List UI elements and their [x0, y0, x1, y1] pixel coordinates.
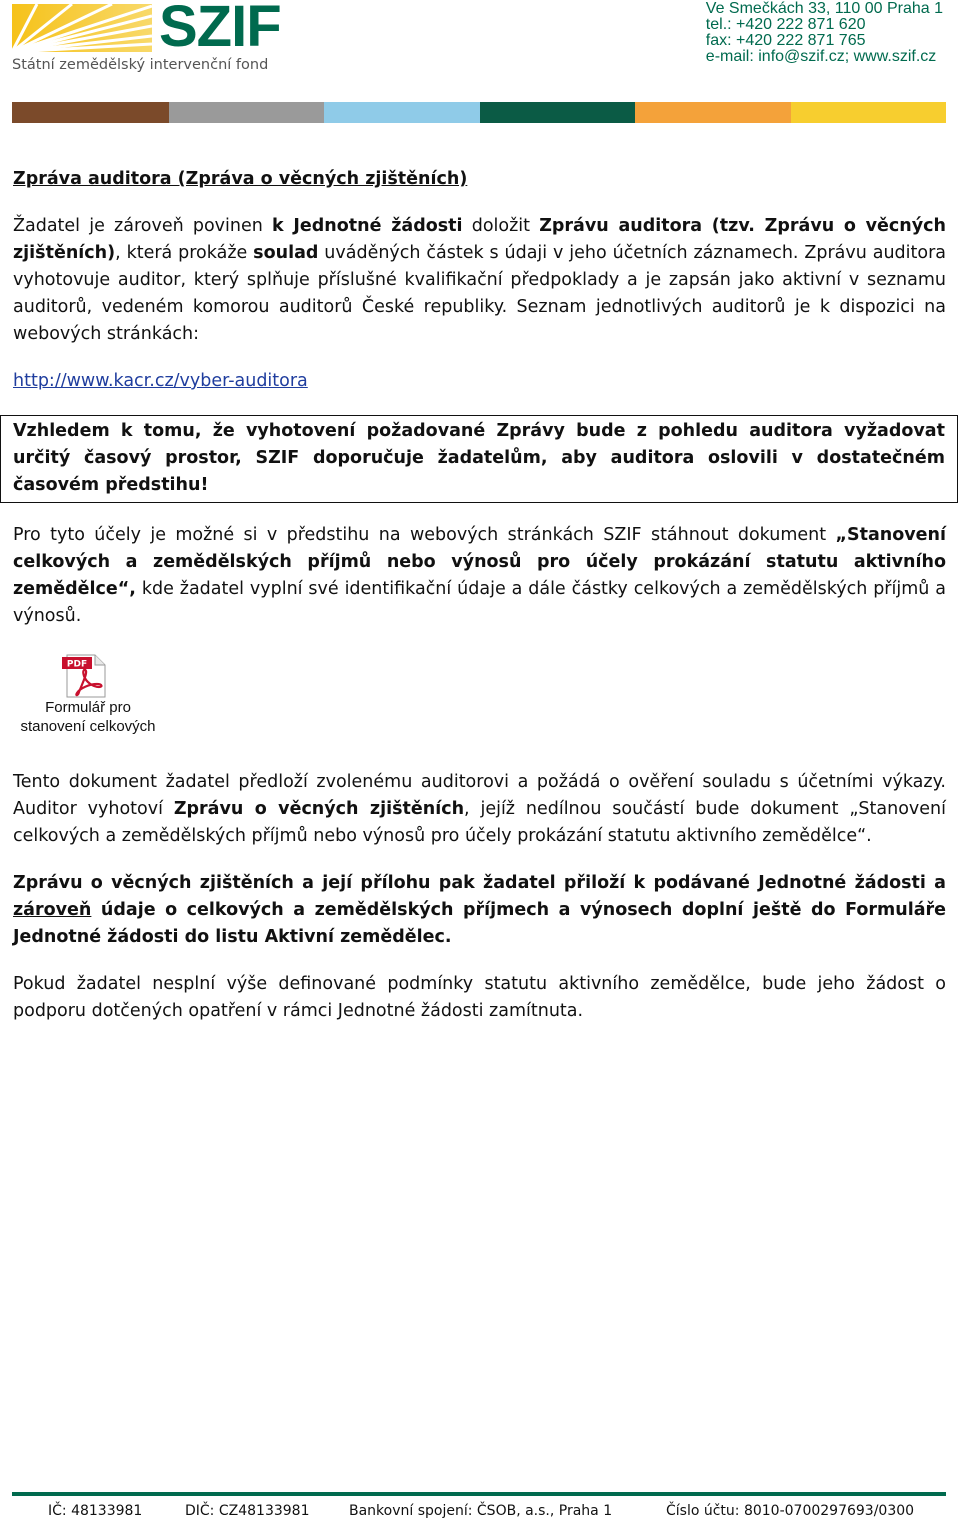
contact-address: Ve Smečkách 33, 110 00 Praha 1	[705, 0, 943, 17]
text-run-bold: soulad	[253, 243, 319, 263]
text-run: , která prokáže	[115, 243, 254, 263]
paragraph-intro	[13, 213, 946, 348]
footer-dic: DIČ: CZ48133981	[185, 1503, 310, 1519]
bar-segment-brown	[12, 102, 169, 123]
text-run: Žadatel je zároveň povinen	[13, 216, 273, 236]
text-run-bold: „Stanovení celkových a zemědělských příjmů nebo výnosů pro účely prokázání statutu aktivního zemědělce“,	[13, 525, 946, 599]
text-run: , jejíž nedílnou součástí bude dokument „Stanovení celkových a zemědělských příjmů nebo výnosů pro účely prokázání statutu aktivního zemědělce“.	[13, 799, 946, 846]
attachment-label[interactable]	[13, 698, 163, 736]
bar-segment-yellow	[791, 102, 946, 123]
text-run: uváděných částek s údaji v jeho účetních záznamech. Zprávu auditora vyhotovuje auditor, který splňuje příslušné kvalifikační předpoklady a je zapsán jako aktivní v seznamu auditorů, vedeném komorou auditorů České republiky. Seznam jednotlivých auditorů je k dispozici na webových stránkách:	[13, 243, 947, 344]
contact-phone: tel.: +420 222 871 620	[705, 16, 866, 33]
footer-account: Číslo účtu: 8010-0700297693/0300	[666, 1503, 915, 1519]
footer-divider	[12, 1492, 946, 1496]
text-run: doložit	[462, 216, 540, 236]
pdf-file-icon	[61, 654, 111, 698]
text-run: kde žadatel vyplní své identifikační údaje a dále částky celkových a zemědělských příjmů a výnosů.	[13, 579, 946, 626]
text-run-underlined: zároveň	[13, 900, 92, 920]
bar-segment-light-blue	[324, 102, 480, 123]
footer-bank: Bankovní spojení: ČSOB, a.s., Praha 1	[349, 1503, 613, 1519]
text-run-bold: údaje o celkových a zemědělských příjmech a výnosech doplní ještě do Formuláře Jednotné žádosti do listu Aktivní zemědělec.	[13, 900, 946, 947]
recommendation-box	[0, 415, 958, 503]
paragraph-submit-to-auditor	[13, 769, 946, 850]
paragraph-rejection-warning: Pokud žadatel nesplní výše definované podmínky statutu aktivního zemědělce, bude jeho žádost o podporu dotčených opatření v rámci Jednotné žádosti zamítnuta.	[13, 974, 946, 1021]
contact-email-web[interactable]: e-mail: info@szif.cz; www.szif.cz	[705, 48, 937, 65]
text-run-bold: Zprávu o věcných zjištěních	[173, 799, 465, 819]
pdf-attachment[interactable]	[13, 652, 946, 767]
text-run-bold: k Jednotné žádosti	[272, 216, 463, 236]
contact-fax: fax: +420 222 871 765	[705, 32, 866, 49]
recommendation-text: Vzhledem k tomu, že vyhotovení požadované Zprávy bude z pohledu auditora vyžadovat určitý časový prostor, SZIF doporučuje žadatelům, aby auditora oslovili v dostatečném časovém předstihu!	[13, 421, 945, 495]
auditor-list-link[interactable]: http://www.kacr.cz/vyber-auditora	[13, 371, 308, 391]
text-run-bold: Zprávu o věcných zjištěních a její přílohu pak žadatel přiloží k podávané Jednotné žádosti a	[13, 873, 946, 893]
logo-subtitle: Státní zemědělský intervenční fond	[12, 57, 269, 73]
header-color-bar	[12, 102, 946, 123]
bar-segment-dark-green	[480, 102, 635, 123]
logo-wordmark: SZIF	[159, 0, 281, 59]
paragraph-attach-report	[13, 870, 946, 951]
text-run: Tento dokument žadatel předloží zvolenému auditorovi a požádá o ověření souladu s účetními výkazy. Auditor vyhotoví	[13, 772, 946, 819]
text-run-bold: Zprávu auditora (tzv. Zprávu o věcných zjištěních)	[13, 216, 946, 263]
footer-ic: IČ: 48133981	[48, 1503, 143, 1519]
bar-segment-gray	[169, 102, 324, 123]
text-run: Pro tyto účely je možné si v předstihu na webových stránkách SZIF stáhnout dokument	[13, 525, 836, 545]
attachment-label-line: stanovení celkových	[20, 718, 156, 735]
bar-segment-orange	[635, 102, 791, 123]
pdf-icon-label: PDF	[66, 659, 88, 670]
document-body	[13, 166, 946, 1025]
paragraph-download	[13, 522, 946, 630]
logo-fan-icon	[12, 4, 152, 56]
attachment-label-line: Formulář pro	[45, 699, 131, 716]
document-title: Zpráva auditora (Zpráva o věcných zjištěních)	[13, 169, 468, 189]
contact-block	[706, 1, 943, 65]
szif-logo	[12, 0, 281, 74]
